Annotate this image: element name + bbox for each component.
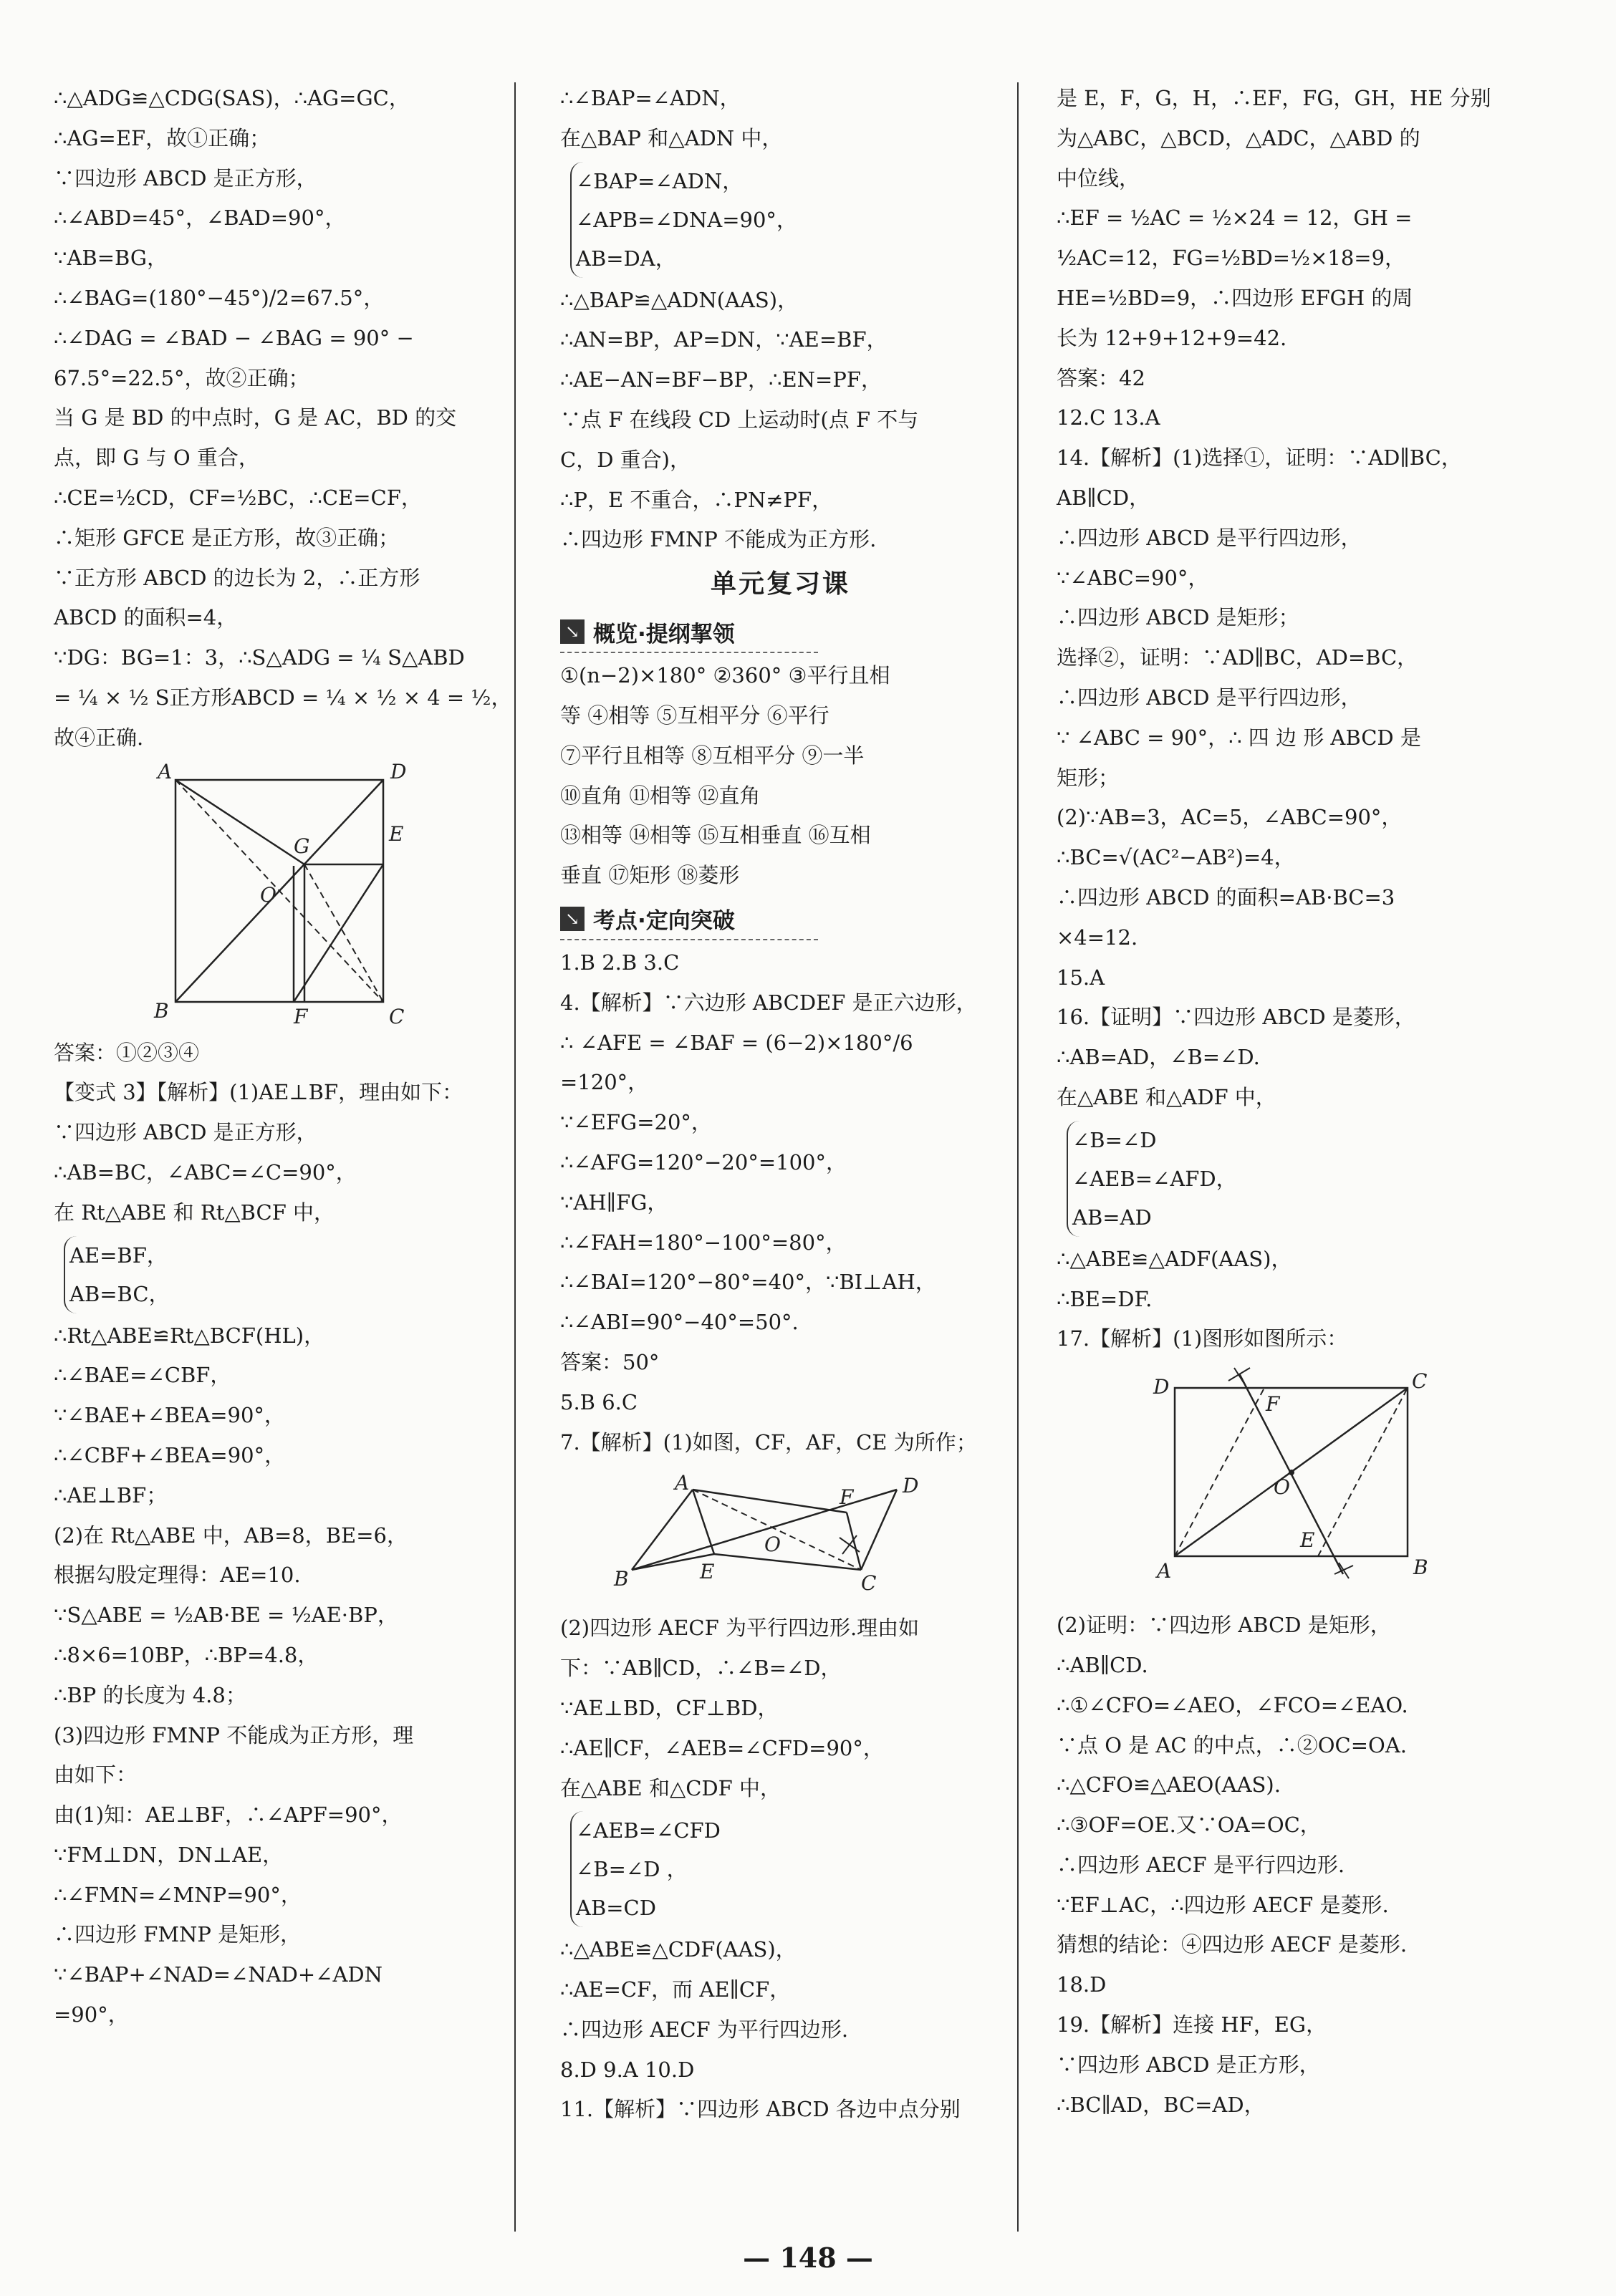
text-line: (2)四边形 AECF 为平行四边形.理由如: [560, 1616, 920, 1641]
fig1-label-a: A: [158, 759, 173, 783]
exam-points-title: 考点·定向突破: [593, 908, 735, 935]
text-line: ∵四边形 ABCD 是正方形，: [54, 165, 317, 190]
text-line: AB=AD: [1072, 1205, 1152, 1230]
col3-lines-b: [1057, 1240, 1533, 1359]
text-line: 故④正确.: [54, 725, 144, 750]
text-line: ∴BC∥AD，BC=AD，: [1057, 2092, 1265, 2117]
text-line: 由(1)知：AE⊥BF，∴∠APF=90°，: [54, 1803, 403, 1828]
text-line: ∴四边形 ABCD 是平行四边形，: [1057, 685, 1362, 710]
text-line: 答案：50°: [560, 1349, 660, 1374]
col3-lines-a: [1057, 79, 1533, 1118]
text-line: 5.B 6.C: [560, 1389, 638, 1414]
text-line: ∠AEB=∠CFD: [576, 1818, 721, 1843]
text-line: 7.【解析】(1)如图，CF，AF，CE 为所作；: [560, 1429, 977, 1455]
text-line: 8.D 9.A 10.D: [560, 2057, 695, 2082]
text-line: ∵S△ABE = ½AB·BE = ½AE·BP，: [54, 1603, 398, 1628]
text-line: 在 Rt△ABE 和 Rt△BCF 中，: [54, 1200, 335, 1225]
text-line: ∵DG：BG=1：3，∴S△ADG = ¼ S△ABD: [54, 645, 465, 670]
text-line: 当 G 是 BD 的中点时，G 是 AC，BD 的交: [54, 405, 457, 430]
col1-brace-1: [64, 1236, 512, 1313]
text-line: ∴四边形 AECF 是平行四边形.: [1057, 1852, 1345, 1877]
text-line: 19.【解析】连接 HF，EG，: [1057, 2012, 1327, 2037]
text-line: ∴△ABE≌△CDF(AAS)，: [560, 1937, 797, 1962]
text-line: ∵EF⊥AC，∴四边形 AECF 是菱形.: [1057, 1892, 1389, 1917]
text-line: ∴AN=BP，AP=DN，∵AE=BF，: [560, 327, 888, 352]
text-line: 1.B 2.B 3.C: [560, 950, 680, 975]
col2-lines-b: [560, 281, 1001, 561]
text-line: ∴四边形 FMNP 不能成为正方形.: [560, 527, 877, 552]
text-line: ∴③OF=OE.又∵OA=OC，: [1057, 1813, 1321, 1838]
exam-points-heading: [560, 899, 818, 940]
text-line: ∵点 F 在线段 CD 上运动时(点 F 不与: [560, 407, 919, 432]
text-line: ∠B=∠D: [1072, 1127, 1157, 1152]
text-line: ∴∠BAG=(180°−45°)/2=67.5°，: [54, 285, 385, 310]
text-line: 等 ④相等 ⑤互相平分 ⑥平行: [560, 703, 829, 728]
text-line: 在△BAP 和△ADN 中，: [560, 125, 783, 150]
fig2-label-a: A: [675, 1471, 690, 1495]
text-line: ∠APB=∠DNA=90°，: [576, 207, 797, 232]
fig1-label-g: G: [294, 834, 310, 858]
text-line: ⑩直角 ⑪相等 ⑫直角: [560, 783, 761, 808]
text-line: 16.【证明】∵四边形 ABCD 是菱形，: [1057, 1005, 1415, 1030]
text-line: 67.5°=22.5°，故②正确；: [54, 365, 309, 390]
text-line: ∴∠DAG = ∠BAD − ∠BAG = 90° −: [54, 325, 414, 350]
fig1-label-d: D: [390, 759, 407, 783]
col1-lines-b: [54, 1033, 512, 1233]
fig2-label-d: D: [903, 1474, 919, 1498]
text-line: ∵四边形 ABCD 是正方形，: [54, 1120, 317, 1145]
col2-lines-a: [560, 79, 1001, 159]
overview-heading: [560, 612, 818, 653]
text-line: ∴△ABE≌△ADF(AAS)，: [1057, 1246, 1292, 1271]
text-line: ∴AE=CF，而 AE∥CF，: [560, 1977, 791, 2002]
text-line: 下：∵AB∥CD，∴∠B=∠D，: [560, 1656, 842, 1681]
text-line: (2)∵AB=3，AC=5，∠ABC=90°，: [1057, 805, 1403, 830]
text-line: ∴四边形 ABCD 的面积=AB·BC=3: [1057, 884, 1395, 910]
text-line: ∴∠ABD=45°，∠BAD=90°，: [54, 206, 346, 231]
fig1-label-f: F: [294, 1004, 308, 1028]
fig3-label-a: A: [1157, 1559, 1172, 1583]
text-line: ∴四边形 ABCD 是矩形；: [1057, 605, 1299, 630]
rectangle-figure: [1057, 1359, 1533, 1603]
text-line: ∴EF = ½AC = ½×24 = 12，GH =: [1057, 206, 1413, 231]
text-line: (2)在 Rt△ABE 中，AB=8，BE=6，: [54, 1523, 408, 1548]
text-line: ①(n−2)×180° ②360° ③平行且相: [560, 663, 890, 688]
text-line: AB=BC，: [69, 1281, 170, 1306]
text-line: 12.C 13.A: [1057, 405, 1160, 430]
column-divider-1: [514, 82, 516, 2232]
text-line: ∴AG=EF，故①正确；: [54, 125, 271, 150]
text-line: ∵正方形 ABCD 的边长为 2，∴正方形: [54, 565, 420, 590]
col1-lines-c: [54, 1316, 512, 2035]
text-line: ∵AE⊥BD，CF⊥BD，: [560, 1695, 779, 1720]
text-line: ∠BAP=∠ADN，: [576, 168, 744, 193]
col3-lines-c: [1057, 1606, 1533, 2125]
text-line: ∴P，E 不重合，∴PN≠PF，: [560, 487, 833, 512]
text-line: 答案：42: [1057, 365, 1145, 390]
fig1-label-c: C: [389, 1004, 405, 1028]
text-line: ∴AB∥CD.: [1057, 1652, 1148, 1677]
column-2: [560, 79, 1001, 2130]
arrow-icon: ↘: [560, 907, 585, 931]
fig1-label-o: O: [260, 882, 276, 907]
text-line: ∴△BAP≌△ADN(AAS)，: [560, 287, 799, 312]
text-line: HE=½BD=9，∴四边形 EFGH 的周: [1057, 285, 1413, 310]
overview-list: [560, 656, 1001, 896]
text-line: 猜想的结论：④四边形 AECF 是菱形.: [1057, 1932, 1408, 1957]
text-line: ∠AEB=∠AFD，: [1072, 1166, 1237, 1191]
text-line: 在△ABE 和△ADF 中，: [1057, 1084, 1276, 1109]
text-line: (3)四边形 FMNP 不能成为正方形，理: [54, 1722, 414, 1747]
text-line: 在△ABE 和△CDF 中，: [560, 1775, 781, 1800]
text-line: 中位线，: [1057, 165, 1140, 190]
col2-lines-d: [560, 1608, 1001, 1808]
text-line: ∴AE⊥BF；: [54, 1482, 168, 1508]
text-line: ∴ ∠AFE = ∠BAF = (6−2)×180°/6: [560, 1030, 913, 1055]
text-line: ⑬相等 ⑭相等 ⑮互相垂直 ⑯互相: [560, 823, 871, 848]
text-line: ∴∠AFG=120°−20°=100°，: [560, 1149, 847, 1174]
text-line: ∴矩形 GFCE 是正方形，故③正确；: [54, 525, 400, 550]
text-line: 18.D: [1057, 1972, 1107, 1997]
text-line: ∵∠BAP+∠NAD=∠NAD+∠ADN: [54, 1962, 383, 1987]
fig1-label-e: E: [389, 821, 404, 846]
fig1-label-b: B: [154, 998, 169, 1023]
text-line: ∴CE=½CD，CF=½BC，∴CE=CF，: [54, 485, 422, 510]
col1-lines-a: [54, 79, 512, 758]
text-line: 由如下：: [54, 1762, 138, 1788]
text-line: ∴∠FAH=180°−100°=80°，: [560, 1230, 847, 1255]
col2-lines-e: [560, 1930, 1001, 2130]
section-title: 单元复习课: [710, 569, 850, 599]
text-line: ∴∠BAE=∠CBF，: [54, 1363, 231, 1388]
overview-title: 概览·提纲挈领: [593, 621, 735, 647]
text-line: ∴AE−AN=BF−BP，∴EN=PF，: [560, 367, 882, 392]
text-line: ∵四边形 ABCD 是正方形，: [1057, 2052, 1320, 2077]
text-line: ∴∠BAI=120°−80°=40°，∵BI⊥AH，: [560, 1270, 936, 1295]
col2-brace-1: [570, 162, 1001, 278]
text-line: ∵点 O 是 AC 的中点，∴②OC=OA.: [1057, 1732, 1407, 1757]
text-line: ∴四边形 ABCD 是平行四边形，: [1057, 525, 1362, 550]
text-line: ∴①∠CFO=∠AEO，∠FCO=∠EAO.: [1057, 1692, 1408, 1717]
text-line: 11.【解析】∵四边形 ABCD 各边中点分别: [560, 2097, 961, 2122]
col2-brace-2: [570, 1811, 1001, 1927]
fig2-label-c: C: [861, 1571, 877, 1596]
parallelogram-figure: [560, 1462, 1001, 1606]
text-line: ∠B=∠D ，: [576, 1857, 688, 1882]
col2-lines-c: [560, 943, 1001, 1462]
text-line: 是 E，F，G，H，∴EF，FG，GH，HE 分别: [1057, 86, 1491, 110]
text-line: ∵FM⊥DN，DN⊥AE，: [54, 1842, 284, 1867]
text-line: ∵∠BAE+∠BEA=90°，: [54, 1403, 285, 1428]
text-line: ∴AE∥CF，∠AEB=∠CFD=90°，: [560, 1735, 884, 1760]
text-line: ∴∠ABI=90°−40°=50°.: [560, 1310, 799, 1335]
text-line: ∴△CFO≌△AEO(AAS).: [1057, 1772, 1281, 1798]
text-line: 为△ABC，△BCD，△ADC，△ABD 的: [1057, 125, 1420, 150]
text-line: ∴四边形 AECF 为平行四边形.: [560, 2017, 849, 2042]
fig3-label-b: B: [1413, 1555, 1428, 1580]
text-line: 15.A: [1057, 965, 1105, 990]
text-line: 14.【解析】(1)选择①，证明：∵AD∥BC，: [1057, 445, 1462, 471]
text-line: 根据勾股定理得：AE=10.: [54, 1563, 301, 1588]
text-line: 选择②，证明：∵AD∥BC，AD=BC，: [1057, 645, 1418, 670]
column-3: [1057, 79, 1533, 2125]
text-line: ∴Rt△ABE≌Rt△BCF(HL)，: [54, 1323, 325, 1348]
text-line: ∴∠FMN=∠MNP=90°，: [54, 1882, 302, 1907]
text-line: ∴AB=AD，∠B=∠D.: [1057, 1045, 1260, 1070]
text-line: AB∥CD，: [1057, 485, 1150, 510]
column-divider-2: [1017, 82, 1019, 2232]
text-line: C，D 重合)，: [560, 447, 691, 472]
text-line: 点，即 G 与 O 重合，: [54, 445, 259, 471]
text-line: ∴8×6=10BP，∴BP=4.8，: [54, 1642, 319, 1667]
text-line: 4.【解析】∵六边形 ABCDEF 是正六边形，: [560, 990, 977, 1015]
text-line: 17.【解析】(1)图形如图所示：: [1057, 1326, 1348, 1351]
column-1: [54, 79, 512, 2035]
text-line: ½AC=12，FG=½BD=½×18=9，: [1057, 246, 1406, 271]
fig3-label-o: O: [1274, 1475, 1290, 1500]
fig2-label-o: O: [764, 1533, 781, 1557]
text-line: AE=BF，: [69, 1243, 168, 1268]
fig3-label-c: C: [1412, 1369, 1428, 1394]
text-line: ×4=12.: [1057, 925, 1138, 950]
text-line: ∵∠ABC=90°，: [1057, 565, 1209, 590]
text-line: 【变式 3】【解析】(1)AE⊥BF，理由如下：: [54, 1080, 463, 1105]
text-line: ⑦平行且相等 ⑧互相平分 ⑨一半: [560, 743, 865, 768]
page-number: — 148 —: [743, 2242, 873, 2274]
text-line: ∴∠BAP=∠ADN，: [560, 86, 741, 110]
text-line: ∵AH∥FG，: [560, 1190, 668, 1215]
fig3-label-d: D: [1153, 1375, 1170, 1399]
text-line: =90°，: [54, 2002, 129, 2027]
text-line: ∴∠CBF+∠BEA=90°，: [54, 1442, 286, 1467]
text-line: AB=DA，: [576, 246, 676, 271]
text-line: ∴四边形 FMNP 是矩形，: [54, 1922, 302, 1947]
text-line: 矩形；: [1057, 765, 1120, 790]
text-line: ABCD 的面积=4，: [54, 605, 238, 630]
text-line: ∴AB=BC，∠ABC=∠C=90°，: [54, 1159, 357, 1185]
text-line: ∴△ADG≌△CDG(SAS)，∴AG=GC，: [54, 86, 410, 110]
col3-brace-1: [1067, 1121, 1533, 1237]
text-line: ∵∠EFG=20°，: [560, 1110, 712, 1135]
text-line: ∵AB=BG，: [54, 246, 168, 271]
text-line: ∴BC=√(AC²−AB²)=4，: [1057, 845, 1295, 870]
text-line: ∵ ∠ABC = 90°，∴ 四 边 形 ABCD 是: [1057, 725, 1421, 750]
text-line: 答案：①②③④: [54, 1040, 200, 1065]
arrow-icon: ↘: [560, 619, 585, 644]
text-line: AB=CD: [576, 1896, 656, 1921]
text-line: ∴BE=DF.: [1057, 1286, 1153, 1311]
fig2-label-f: F: [840, 1485, 854, 1510]
text-line: =120°，: [560, 1070, 649, 1095]
fig2-label-b: B: [614, 1567, 629, 1591]
text-line: (2)证明：∵四边形 ABCD 是矩形，: [1057, 1613, 1391, 1638]
text-line: ∴BP 的长度为 4.8；: [54, 1682, 246, 1707]
text-line: 垂直 ⑰矩形 ⑱菱形: [560, 863, 740, 888]
fig3-label-e: E: [1300, 1528, 1315, 1553]
square-figure: [54, 758, 512, 1031]
text-line: = ¼ × ½ S正方形ABCD = ¼ × ½ × 4 = ½，: [54, 685, 512, 710]
fig3-label-f: F: [1266, 1392, 1280, 1417]
text-line: 长为 12+9+12+9=42.: [1057, 325, 1287, 350]
fig2-label-e: E: [700, 1560, 715, 1584]
